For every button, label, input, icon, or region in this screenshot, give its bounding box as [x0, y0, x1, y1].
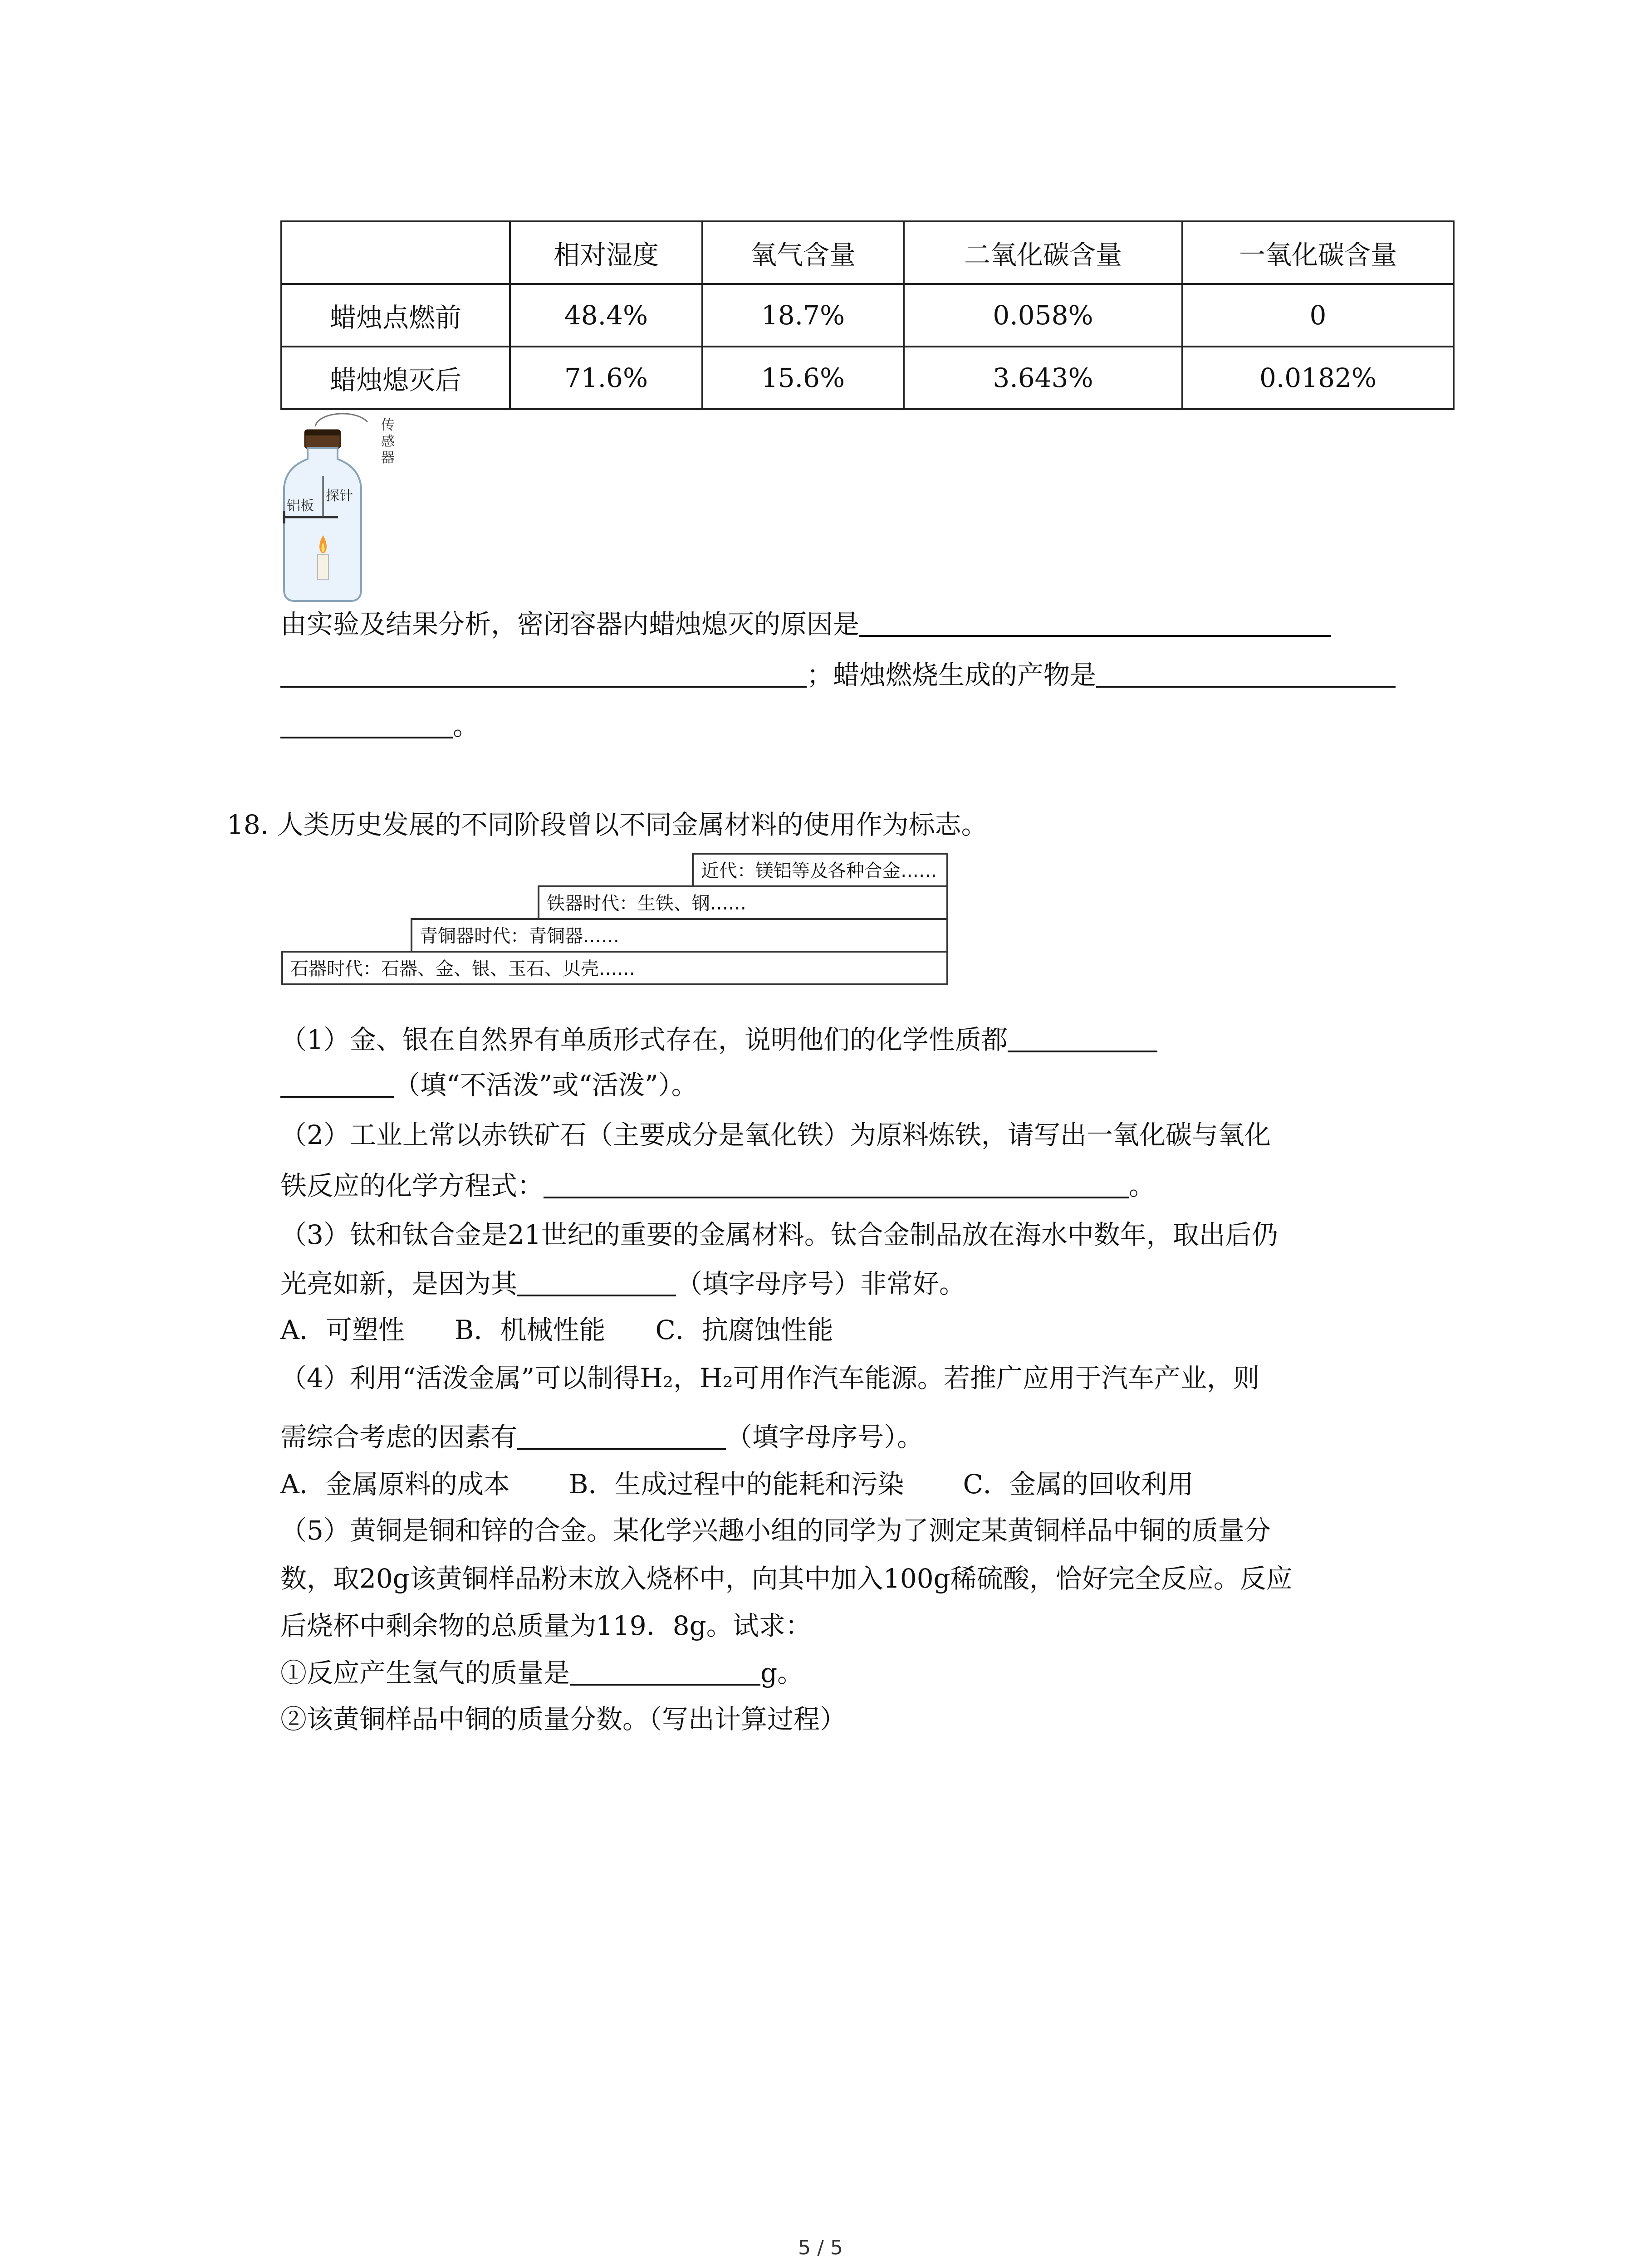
- option-a: A．可塑性: [280, 1315, 405, 1345]
- page-number: 5 / 5: [798, 2236, 843, 2259]
- q18-part1-line1: [280, 1022, 1157, 1058]
- answer-blank[interactable]: [517, 1267, 676, 1296]
- answer-blank[interactable]: [1096, 659, 1396, 688]
- probe-label: 探针: [326, 488, 353, 504]
- q17-end-text: 。: [453, 710, 480, 741]
- answer-blank[interactable]: [1008, 1023, 1157, 1052]
- metal-age-staircase: [281, 853, 948, 1007]
- sensor-label: [381, 417, 395, 466]
- q18-part5-unit: g。: [760, 1657, 804, 1688]
- q18-part5-q2: ②该黄铜样品中铜的质量分数。（写出计算过程）: [280, 1704, 847, 1735]
- q17-answer-line-3: [280, 708, 479, 744]
- q18-part5-line3: 后烧杯中剩余物的总质量为119．8g。试求：: [280, 1610, 812, 1641]
- q18-part4-line1: （4）利用“活泼金属”可以制得H₂，H₂可用作汽车能源。若推广应用于汽车产业，则: [280, 1363, 1259, 1393]
- stair-step-modern: 近代：镁铝等及各种合金……: [692, 853, 948, 887]
- answer-blank[interactable]: [280, 659, 807, 688]
- table-cell: 71.6%: [510, 347, 702, 409]
- plate-label: 铝板: [287, 498, 314, 514]
- answer-blank[interactable]: [517, 1421, 726, 1450]
- answer-blank[interactable]: [570, 1657, 760, 1686]
- table-header-cell: 相对湿度: [510, 221, 702, 284]
- table-row: [281, 347, 1454, 409]
- sensor-label-char: 感: [381, 434, 395, 450]
- q17-prompt-text: 由实验及结果分析，密闭容器内蜡烛熄灭的原因是: [280, 609, 860, 640]
- option-a: A．金属原料的成本: [280, 1469, 510, 1500]
- q18-part5-line2: 数，取20g该黄铜样品粉末放入烧杯中，向其中加入100g稀硫酸，恰好完全反应。反应: [280, 1563, 1293, 1594]
- table-header-row: [281, 221, 1454, 284]
- candle-bottle-diagram: [272, 408, 417, 608]
- option-c: C．金属的回收利用: [963, 1469, 1194, 1500]
- stair-step-iron-age: 铁器时代：生铁、钢……: [538, 885, 948, 920]
- q18-stem: 18. 人类历史发展的不同阶段曾以不同金属材料的使用作为标志。: [227, 809, 988, 840]
- q17-answer-line-1: [280, 606, 1331, 642]
- answer-blank[interactable]: [859, 608, 1331, 637]
- q18-part1-text: （1）金、银在自然界有单质形式存在，说明他们的化学性质都: [280, 1024, 1008, 1055]
- answer-blank[interactable]: [280, 1069, 394, 1098]
- sensor-label-char: 传: [381, 417, 395, 433]
- table-cell: 15.6%: [702, 347, 904, 409]
- table-cell: 0.058%: [904, 284, 1182, 347]
- q18-part4-line2: [280, 1419, 923, 1455]
- stair-step-stone-age: 石器时代：石器、金、银、玉石、贝壳……: [281, 951, 948, 985]
- table-row: [281, 284, 1454, 347]
- q17-prompt-text: ；蜡烛燃烧生成的产物是: [807, 660, 1097, 690]
- table-cell: 3.643%: [904, 347, 1182, 409]
- q18-part2-line1: （2）工业上常以赤铁矿石（主要成分是氧化铁）为原料炼铁，请写出一氧化碳与氧化: [280, 1119, 1271, 1150]
- q18-part2-line2: [280, 1168, 1155, 1204]
- stair-step-bronze-age: 青铜器时代：青铜器……: [411, 918, 948, 953]
- q18-part4-text: （填字母序号）。: [726, 1422, 924, 1452]
- table-cell: 蜡烛熄灭后: [281, 347, 510, 409]
- table-cell: 蜡烛点燃前: [281, 284, 510, 347]
- q18-part3-options: [280, 1312, 833, 1348]
- q18-part4-text: 需综合考虑的因素有: [280, 1422, 518, 1452]
- table-header-cell: 氧气含量: [702, 221, 904, 284]
- q17-answer-line-2: [280, 657, 1396, 693]
- q18-part5-q1: [280, 1655, 803, 1691]
- table-header-cell: 一氧化碳含量: [1182, 221, 1454, 284]
- q18-part5-text: ①反应产生氢气的质量是: [280, 1657, 570, 1688]
- option-b: B．生成过程中的能耗和污染: [568, 1469, 904, 1500]
- answer-blank[interactable]: [544, 1169, 1129, 1198]
- table-cell: 18.7%: [702, 284, 904, 347]
- q18-part2-text: 铁反应的化学方程式：: [280, 1170, 544, 1201]
- q18-part1-text: （填“不活泼”或“活泼”）。: [394, 1070, 698, 1100]
- q18-part2-end: 。: [1129, 1170, 1156, 1201]
- answer-blank[interactable]: [280, 709, 453, 738]
- sensor-label-char: 器: [381, 450, 395, 466]
- table-cell: 0: [1182, 284, 1454, 347]
- measurement-table: [280, 220, 1455, 410]
- q18-part4-options: [280, 1466, 1194, 1502]
- option-b: B．机械性能: [454, 1315, 606, 1345]
- q18-part3-text: 光亮如新，是因为其: [280, 1268, 518, 1299]
- q18-part3-text: （填字母序号）非常好。: [676, 1268, 966, 1299]
- table-cell: 0.0182%: [1182, 347, 1454, 409]
- q18-part5-line1: （5）黄铜是铜和锌的合金。某化学兴趣小组的同学为了测定某黄铜样品中铜的质量分: [280, 1515, 1271, 1546]
- table-header-cell: [281, 221, 510, 284]
- option-c: C．抗腐蚀性能: [655, 1315, 833, 1345]
- table-cell: 48.4%: [510, 284, 702, 347]
- table-header-cell: 二氧化碳含量: [904, 221, 1182, 284]
- q18-part3-line2: [280, 1266, 965, 1302]
- q18-part3-line1: （3）钛和钛合金是21世纪的重要的金属材料。钛合金制品放在海水中数年，取出后仍: [280, 1219, 1278, 1250]
- q18-part1-line2: [280, 1067, 698, 1103]
